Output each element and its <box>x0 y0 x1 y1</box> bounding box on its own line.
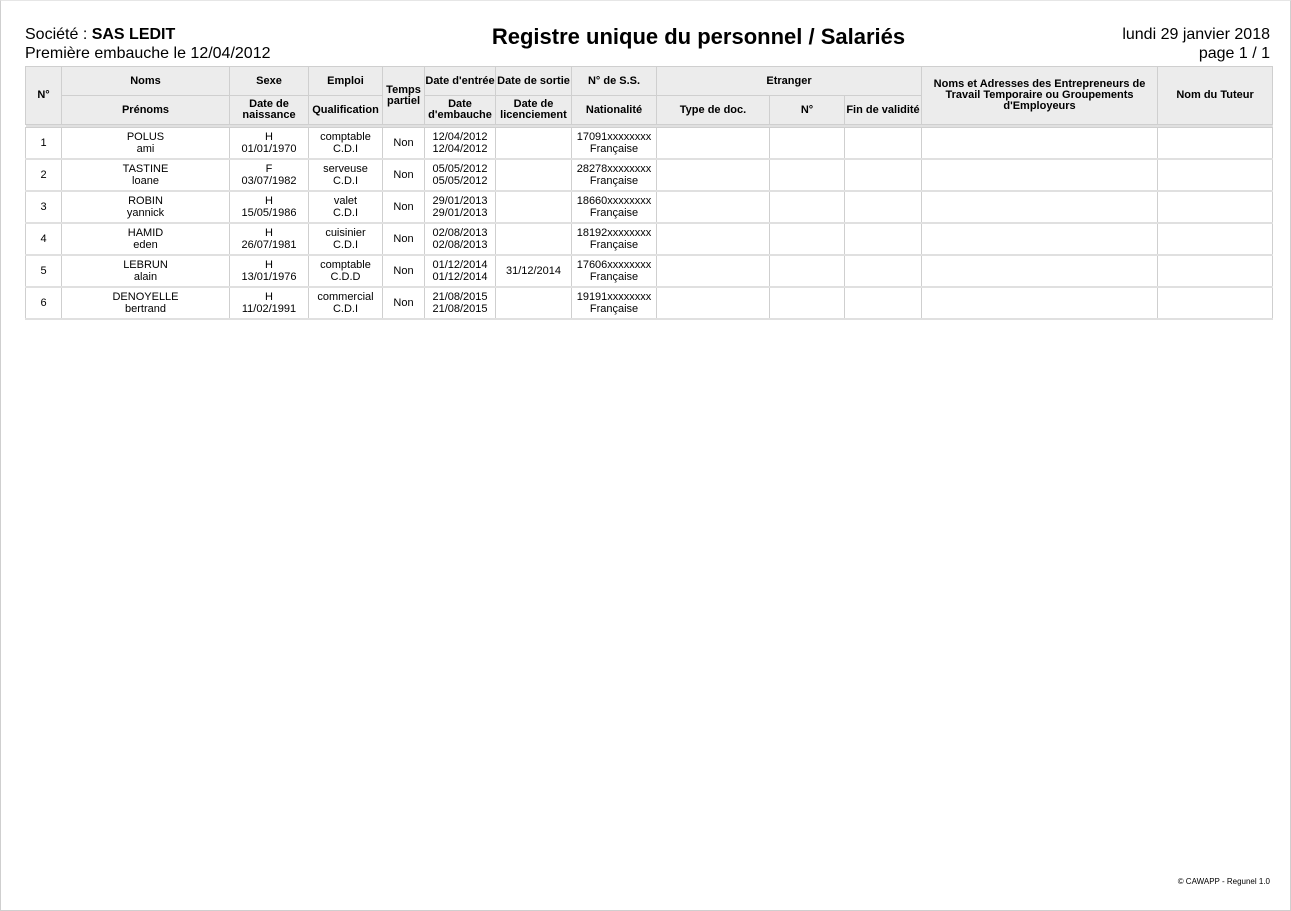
cell-dates-sortie <box>496 128 572 160</box>
cell-qualification: C.D.I <box>332 239 359 251</box>
cell-qualification: C.D.I <box>332 143 359 155</box>
col-prenoms: Prénoms <box>62 96 230 125</box>
cell-type-doc <box>657 159 770 191</box>
cell-naissance: 26/07/1981 <box>241 239 297 251</box>
cell-nom: ROBIN <box>128 195 163 207</box>
cell-qualification: C.D.I <box>332 175 359 187</box>
cell-embauche: 12/04/2012 <box>432 143 488 155</box>
cell-num: 5 <box>26 255 62 287</box>
first-hire-date: Première embauche le 12/04/2012 <box>25 45 271 62</box>
cell-emploi: valet <box>333 195 358 207</box>
cell-dates-entree <box>425 255 496 287</box>
cell-entrepreneurs <box>922 159 1158 191</box>
page-number: page 1 / 1 <box>1198 45 1270 62</box>
cell-prenom: ami <box>136 143 155 155</box>
cell-embauche: 01/12/2014 <box>432 271 488 283</box>
personnel-register-table <box>25 66 1273 320</box>
cell-ss: 18192xxxxxxxx <box>576 227 652 239</box>
company-label: Société : <box>25 26 92 43</box>
table-row <box>26 159 1273 191</box>
cell-num: 3 <box>26 191 62 223</box>
cell-nationalite: Française <box>589 271 639 283</box>
cell-num-doc <box>770 255 845 287</box>
cell-fin-validite <box>845 255 922 287</box>
col-tuteur: Nom du Tuteur <box>1158 67 1273 125</box>
cell-dates-entree <box>425 128 496 160</box>
col-type-doc: Type de doc. <box>657 96 770 125</box>
cell-entree: 12/04/2012 <box>432 131 488 143</box>
cell-naissance: 11/02/1991 <box>241 303 297 315</box>
cell-entree: 01/12/2014 <box>432 259 488 271</box>
cell-tuteur <box>1158 128 1273 160</box>
cell-sexe-naissance <box>230 255 309 287</box>
cell-fin-validite <box>845 287 922 319</box>
cell-emploi-qualification <box>309 287 383 319</box>
col-num-ss: N° de S.S. <box>572 67 657 96</box>
copyright-footer: © CAWAPP - Regunel 1.0 <box>1177 877 1270 886</box>
cell-sexe-naissance <box>230 223 309 255</box>
cell-temps-partiel: Non <box>383 223 425 255</box>
cell-emploi-qualification <box>309 191 383 223</box>
cell-ss-nationalite <box>572 128 657 160</box>
cell-dates-sortie <box>496 223 572 255</box>
col-qualification: Qualification <box>309 96 383 125</box>
cell-fin-validite <box>845 159 922 191</box>
cell-sexe: H <box>265 131 273 143</box>
cell-ss: 17606xxxxxxxx <box>576 259 652 271</box>
cell-prenom: loane <box>132 175 159 187</box>
cell-qualification: C.D.D <box>330 271 361 283</box>
cell-name <box>62 191 230 223</box>
cell-name <box>62 128 230 160</box>
cell-emploi-qualification <box>309 255 383 287</box>
cell-embauche: 02/08/2013 <box>432 239 488 251</box>
cell-entree: 29/01/2013 <box>432 195 488 207</box>
cell-emploi: commercial <box>317 291 374 303</box>
cell-ss-nationalite <box>572 287 657 319</box>
col-nationalite: Nationalité <box>572 96 657 125</box>
cell-num: 2 <box>26 159 62 191</box>
cell-ss-nationalite <box>572 255 657 287</box>
table-row <box>26 128 1273 160</box>
cell-type-doc <box>657 223 770 255</box>
cell-qualification: C.D.I <box>332 207 359 219</box>
cell-dates-sortie <box>496 255 572 287</box>
cell-num-doc <box>770 223 845 255</box>
cell-num-doc <box>770 287 845 319</box>
cell-nom: TASTINE <box>122 163 169 175</box>
cell-emploi-qualification <box>309 128 383 160</box>
col-date-entree: Date d'entrée <box>425 67 496 96</box>
cell-num-doc <box>770 191 845 223</box>
report-date: lundi 29 janvier 2018 <box>1122 26 1270 43</box>
table-row <box>26 287 1273 319</box>
cell-entrepreneurs <box>922 255 1158 287</box>
cell-type-doc <box>657 255 770 287</box>
cell-sexe: H <box>265 259 273 271</box>
cell-emploi: cuisinier <box>325 227 366 239</box>
cell-tuteur <box>1158 159 1273 191</box>
cell-entrepreneurs <box>922 191 1158 223</box>
cell-nationalite: Française <box>589 143 639 155</box>
table-row <box>26 223 1273 255</box>
cell-prenom: alain <box>133 271 158 283</box>
cell-nom: HAMID <box>127 227 164 239</box>
cell-type-doc <box>657 191 770 223</box>
cell-num: 6 <box>26 287 62 319</box>
col-fin-validite: Fin de validité <box>845 96 922 125</box>
cell-ss: 18660xxxxxxxx <box>576 195 652 207</box>
cell-num-doc <box>770 159 845 191</box>
cell-entree: 21/08/2015 <box>432 291 488 303</box>
table-row <box>26 191 1273 223</box>
cell-emploi: comptable <box>320 131 371 143</box>
cell-temps-partiel: Non <box>383 159 425 191</box>
cell-sexe: H <box>265 291 273 303</box>
cell-dates-entree <box>425 159 496 191</box>
cell-temps-partiel: Non <box>383 287 425 319</box>
cell-fin-validite <box>845 223 922 255</box>
cell-temps-partiel: Non <box>383 255 425 287</box>
cell-naissance: 03/07/1982 <box>241 175 297 187</box>
col-emploi: Emploi <box>309 67 383 96</box>
cell-fin-validite <box>845 191 922 223</box>
cell-tuteur <box>1158 223 1273 255</box>
cell-embauche: 29/01/2013 <box>432 207 488 219</box>
cell-temps-partiel: Non <box>383 191 425 223</box>
cell-name <box>62 223 230 255</box>
cell-sexe-naissance <box>230 128 309 160</box>
cell-sexe-naissance <box>230 287 309 319</box>
cell-nom: POLUS <box>126 131 165 143</box>
cell-dates-sortie <box>496 191 572 223</box>
cell-nationalite: Française <box>589 303 639 315</box>
cell-sexe-naissance <box>230 191 309 223</box>
cell-name <box>62 159 230 191</box>
cell-entrepreneurs <box>922 287 1158 319</box>
cell-sexe: F <box>265 163 273 175</box>
cell-name <box>62 255 230 287</box>
cell-emploi-qualification <box>309 159 383 191</box>
page-title: Registre unique du personnel / Salariés <box>491 24 906 49</box>
col-num-doc: N° <box>770 96 845 125</box>
cell-ss: 28278xxxxxxxx <box>576 163 652 175</box>
cell-prenom: yannick <box>126 207 165 219</box>
cell-num: 4 <box>26 223 62 255</box>
table-row <box>26 255 1273 287</box>
company-name: SAS LEDIT <box>91 26 176 43</box>
cell-naissance: 13/01/1976 <box>241 271 297 283</box>
col-date-embauche: Date d'embauche <box>425 96 496 125</box>
cell-dates-entree <box>425 223 496 255</box>
cell-entrepreneurs <box>922 223 1158 255</box>
cell-tuteur <box>1158 191 1273 223</box>
cell-num-doc <box>770 128 845 160</box>
cell-nationalite: Française <box>589 239 639 251</box>
cell-nationalite: Française <box>589 175 639 187</box>
cell-nom: DENOYELLE <box>112 291 179 303</box>
cell-entrepreneurs <box>922 128 1158 160</box>
cell-nom: LEBRUN <box>123 259 168 271</box>
cell-sexe-naissance <box>230 159 309 191</box>
cell-naissance: 15/05/1986 <box>241 207 297 219</box>
cell-dates-entree <box>425 191 496 223</box>
cell-dates-sortie <box>496 287 572 319</box>
cell-fin-validite <box>845 128 922 160</box>
cell-name <box>62 287 230 319</box>
cell-emploi: comptable <box>320 259 371 271</box>
col-date-naissance: Date de naissance <box>230 96 309 125</box>
cell-ss: 19191xxxxxxxx <box>576 291 652 303</box>
cell-emploi-qualification <box>309 223 383 255</box>
cell-nationalite: Française <box>589 207 639 219</box>
cell-embauche: 21/08/2015 <box>432 303 488 315</box>
cell-sortie: 31/12/2014 <box>505 265 562 277</box>
cell-tuteur <box>1158 287 1273 319</box>
cell-prenom: eden <box>133 239 158 251</box>
cell-temps-partiel: Non <box>383 128 425 160</box>
cell-type-doc <box>657 128 770 160</box>
cell-ss-nationalite <box>572 223 657 255</box>
col-date-sortie: Date de sortie <box>496 67 572 96</box>
cell-entree: 05/05/2012 <box>432 163 488 175</box>
cell-num: 1 <box>26 128 62 160</box>
col-date-licenciement: Date de licenciement <box>496 96 572 125</box>
cell-type-doc <box>657 287 770 319</box>
cell-emploi: serveuse <box>323 163 368 175</box>
cell-sexe: H <box>265 227 273 239</box>
cell-embauche: 05/05/2012 <box>432 175 488 187</box>
cell-entree: 02/08/2013 <box>432 227 488 239</box>
col-entrepreneurs: Noms et Adresses des Entrepreneurs de Travail Temporaire ou Groupements d'Employeurs <box>922 67 1158 125</box>
cell-dates-entree <box>425 287 496 319</box>
cell-prenom: bertrand <box>125 303 166 315</box>
col-sexe: Sexe <box>230 67 309 96</box>
cell-qualification: C.D.I <box>332 303 359 315</box>
col-etranger: Etranger <box>657 67 922 96</box>
cell-ss-nationalite <box>572 159 657 191</box>
col-temps-partiel: Temps partiel <box>383 67 425 125</box>
cell-sexe: H <box>265 195 273 207</box>
cell-dates-sortie <box>496 159 572 191</box>
col-noms: Noms <box>62 67 230 96</box>
cell-tuteur <box>1158 255 1273 287</box>
cell-ss-nationalite <box>572 191 657 223</box>
cell-ss: 17091xxxxxxxx <box>576 131 652 143</box>
col-num: N° <box>26 67 62 125</box>
cell-naissance: 01/01/1970 <box>241 143 297 155</box>
